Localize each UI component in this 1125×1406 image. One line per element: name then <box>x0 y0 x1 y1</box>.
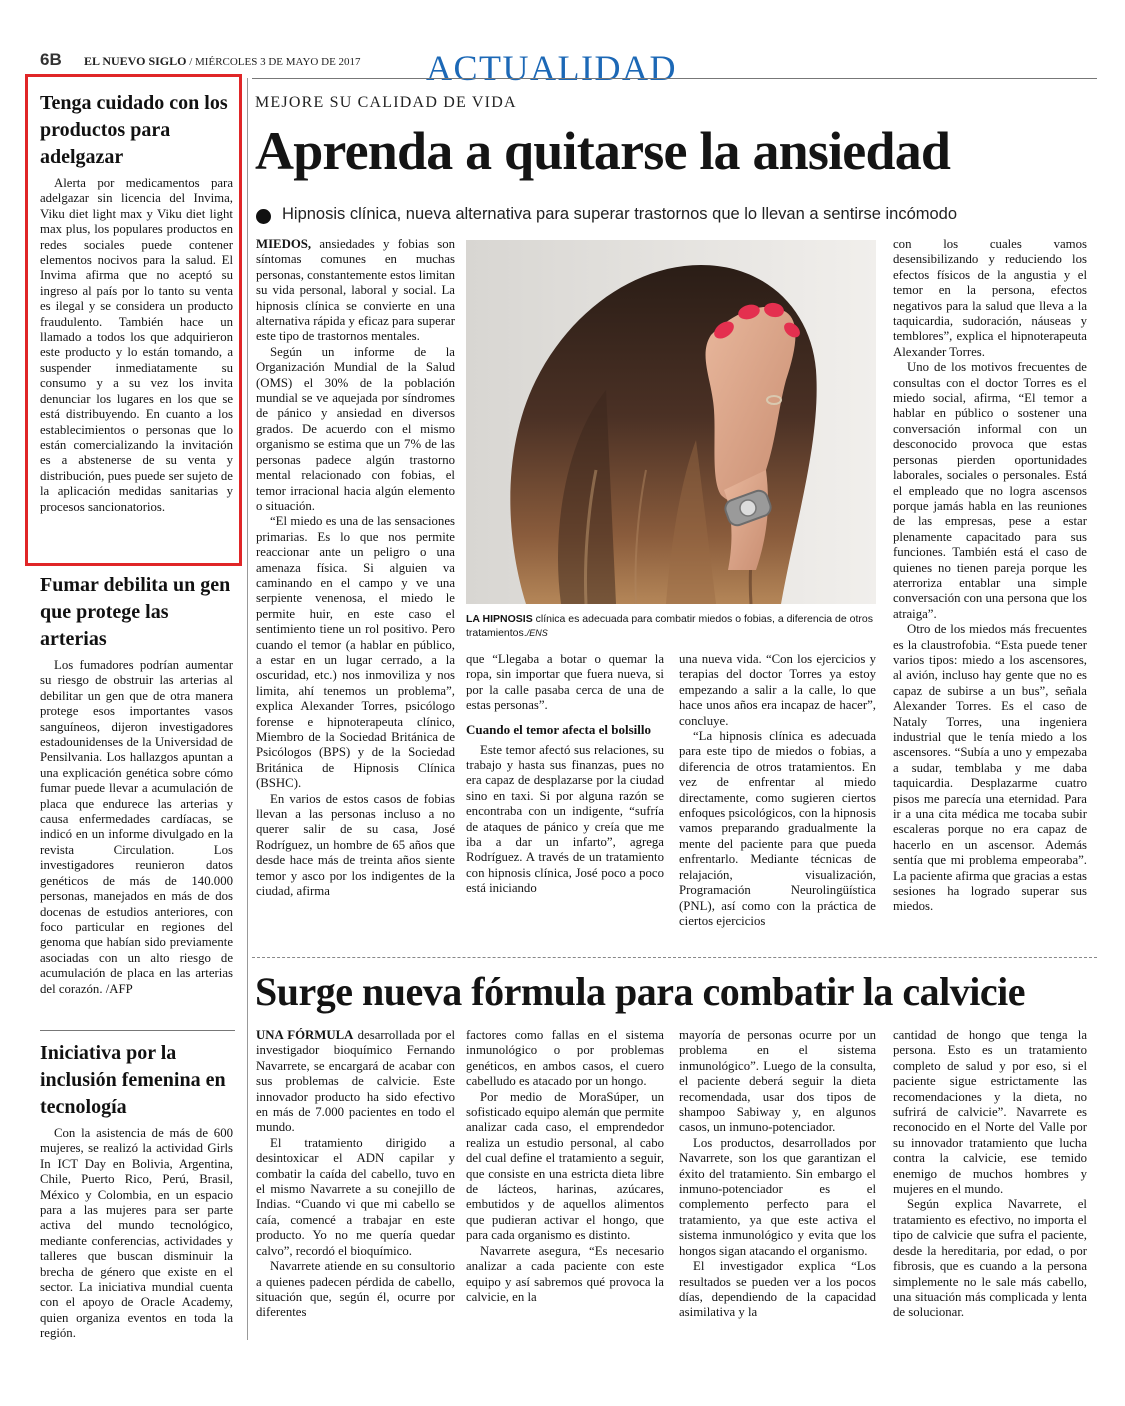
paragraph: Según un informe de la Organización Mundial de la Salud (OMS) el 30% de la población mundial se ve aquejada por síndromes de pánico y ansiedad en diversos grados. De acuerdo con el mismo organismo se estima que un 7% de las personas padece algún trastorno mental relacionado con fobias, el temor irracional hacia algún elemento o situación. <box>256 344 455 513</box>
paragraph: Los fumadores podrían aumentar su riesgo de obstruir las arterias al debilitar un gen que de otra manera protege esos importantes vasos sanguíneos, dijeron investigadores estadounidenses de la Universidad de Pensilvania. Los hallazgos apuntan a una explicación genética sobre cómo fumar puede llevar a acumulación de placa que endurece las arterias y causa enfermedades cardíacas, se indicó en un informe divulgado en la revista Circulation. Los investigadores reunieron datos genéticos de más de 140.000 personas, manejados en más de dos docenas de estudios anteriores, con foco particular en regiones del genoma que habían sido previamente asociadas con un alto riesgo de acumulación de placa en las arterias del corazón. /AFP <box>40 658 233 996</box>
masthead <box>84 54 361 69</box>
article1-column-2 <box>466 652 664 897</box>
newspaper-name: EL NUEVO SIGLO <box>84 54 187 68</box>
sidebar-story1-title: Tenga cuidado con los productos para adelgazar <box>40 92 228 168</box>
sidebar-divider <box>247 78 248 1340</box>
paragraph: factores como fallas en el sistema inmunológico o por problemas genéticos, en ambos casos, el cuero cabelludo es atacado por un hongo. <box>466 1028 664 1089</box>
bullet-icon <box>256 209 271 224</box>
paragraph: Navarrete asegura, “Es necesario analizar a cada paciente con este equipo y así sabremos qué provoca la calvicie, en la <box>466 1243 664 1304</box>
paragraph: mayoría de personas ocurre por un problema en el sistema inmunológico”. Luego de la consulta, el paciente deberá seguir la dieta recomendada, usar dos tipos de shampoo Sabiway y, en algunos casos, un inmuno-potenciador. <box>679 1028 876 1135</box>
paragraph: Navarrete atiende en su consultorio a quienes padecen pérdida de cabello, situación que, según él, ocurre por diferentes <box>256 1259 455 1320</box>
page-number: 6B <box>40 50 62 69</box>
article-photo <box>466 240 876 604</box>
paragraph: Este temor afectó sus relaciones, su trabajo y hasta sus finanzas, pues no era capaz de desplazarse por la ciudad sino en taxi. Si por alguna razón se encontraba con un indigente, “sufría de ataques de pánico y creía que me iba a dar un infarto”, agrega Rodríguez. A través de un tratamiento con hipnosis clínica, José poco a poco está iniciando <box>466 742 664 896</box>
sidebar-story2-title: Fumar debilita un gen que protege las arterias <box>40 574 231 650</box>
paragraph: El investigador explica “Los resultados se pueden ver a los pocos días, dependiendo de la capacidad asimilativa y la <box>679 1259 876 1320</box>
article1-headline: Aprenda a quitarse la ansiedad <box>255 121 951 181</box>
article1-crosshead: Cuando el temor afecta el bolsillo <box>466 721 651 737</box>
article1-subhead: Hipnosis clínica, nueva alternativa para superar trastornos que lo llevan a sentirse incómodo <box>282 205 958 223</box>
caption-credit: /ENS <box>526 628 548 638</box>
paragraph: cantidad de hongo que tenga la persona. Esto es un tratamiento completo de salud y por eso, si el paciente sigue estrictamente las recomendaciones y la dieta, no sufrirá de calvicie”. Navarrete es reconocido en el Norte del Valle por su innovador tratamiento que lucha contra la calvicie, ese temido enemigo de muchos hombres y mujeres en el mundo. <box>893 1028 1087 1197</box>
paragraph <box>256 237 455 345</box>
paragraph: En varios de estos casos de fobias llevan a las personas incluso a no querer salir de su casa, José Rodríguez, un hombre de 65 años que desde hace más de treinta años siente temor y asco por los indigentes de la ciudad, afirma <box>256 791 455 899</box>
paragraph: Otro de los miedos más frecuentes es la claustrofobia. “Esta puede tener varios tipos: miedo a los ascensores, al avión, incluso hay gente que no es capaz de subirse a un bus”, señala Alexander Torres. Es el caso de Nataly Torres, una ingeniera industrial que le tenía miedo a los ascensores. “Subía a uno y empezaba a sudar, temblaba y me daba taquicardia. Desplazarme cuatro pisos me parecía una eternidad. Para ir a una cita médica me tocaba subir escaleras porque no era capaz de hacerlo en un ascensor. Además sentía que mi problema empeoraba”. La paciente afirma que gracias a estas sesiones ha logrado superar sus miedos. <box>893 622 1087 914</box>
paragraph: Con la asistencia de más de 600 mujeres, se realizó la actividad Girls In ICT Day en Bolivia, Argentina, Chile, Puerto Rico, Perú, Brasil, México y Colombia, en un espacio para a las mujeres para ser parte activa del mundo tecnológico, mediante conferencias, actividades y talleres que buscan disminuir la brecha de género que existe en el sector. La iniciativa mundial cuenta con el apoyo de Oracle Academy, quien organiza eventos en toda la región. <box>40 1126 233 1341</box>
lead-word: MIEDOS, <box>256 237 312 251</box>
article1-kicker: MEJORE SU CALIDAD DE VIDA <box>255 94 517 111</box>
paragraph: Según explica Navarrete, el tratamiento es efectivo, no importa el tipo de calvicie que sufra el paciente, desde la hereditaria, por edad, o por fibrosis, que es cuando a la persona simplemente no le sale más cabello, una situación más complicada y lenta de solucionar. <box>893 1197 1087 1320</box>
article2-column-2 <box>466 1028 664 1305</box>
paragraph-text: ansiedades y fobias son síntomas comunes en muchas personas, constantemente estos limitan su vida personal, laboral y social. La hipnosis clínica se convierte en una alternativa rápida y eficaz para superar este tipo de trastornos mentales. <box>256 237 456 344</box>
paragraph: una nueva vida. “Con los ejercicios y terapias del doctor Torres ya estoy empezando a salir a la calle, lo que hace unos años era incapaz de hacer”, concluye. <box>679 652 876 728</box>
woman-covering-face-photo <box>466 240 876 604</box>
caption-text: clínica es adecuada para combatir miedos o fobias, a diferencia de otros tratamientos. <box>466 613 873 639</box>
article2-column-1 <box>256 1028 455 1321</box>
paragraph: Por medio de MoraSúper, un sofisticado equipo alemán que permite analizar cada caso, el emprendedor realiza un estudio personal, al cabo del cual define el tratamiento a seguir, que consiste en una estricta dieta libre de lácteos, harinas, azúcares, embutidos y de aquellos alimentos que pudieran activar el hongo, que para cada organismo es distinto. <box>466 1089 664 1243</box>
sidebar-story1-body <box>40 176 233 515</box>
sidebar-rule <box>40 1030 235 1031</box>
article1-column-4 <box>893 237 1087 915</box>
section-title: ACTUALIDAD <box>426 48 677 88</box>
article1-column-1 <box>256 237 455 899</box>
sidebar-story3-body <box>40 1126 233 1342</box>
article-divider <box>252 957 1097 958</box>
article1-column-3 <box>679 652 876 929</box>
caption-lead: LA HIPNOSIS <box>466 613 533 625</box>
article2-headline: Surge nueva fórmula para combatir la calvicie <box>255 969 1025 1014</box>
paragraph: Los productos, desarrollados por Navarrete, son los que garantizan el éxito del tratamiento. Sin embargo el inmuno-potenciador es el complemento perfecto para el tratamiento, ya que este activa el sistema inmunológico y evita que los hongos sigan atacando el organismo. <box>679 1135 876 1258</box>
photo-caption <box>466 612 876 640</box>
lead-word: UNA FÓRMULA <box>256 1028 354 1042</box>
sidebar-story3-title: Iniciativa por la inclusión femenina en tecnología <box>40 1042 226 1118</box>
paragraph-text: desarrollada por el investigador bioquímico Fernando Navarrete, se encargará de acabar con sus problemas de calvicie. Este innovador producto ha sido efectivo en más de 7.000 pacientes en todo el mundo. <box>256 1028 455 1135</box>
issue-date: / MIÉRCOLES 3 DE MAYO DE 2017 <box>189 56 361 68</box>
paragraph: Alerta por medicamentos para adelgazar sin licencia del Invima, Viku diet light max y Viku diet light max plus, los populares productos en redes sociales puede contener elementos nocivos para la salud. El Invima afirma que no aceptó su ingreso al país por lo tanto su venta es ilegal y se considera un producto fraudulento. También hace un llamado a todos los que adquirieron este producto y lo están tomando, a suspender inmediatamente su consumo y a su vez los invita denunciar los lugares en los que se está distribuyendo. En cuanto a los establecimientos o personas que lo están comercializando la invitación es a abstenerse de su venta y distribución, pues puede ser sujeto de la aplicación medidas sanitarias y procesos sancionatorios. <box>40 176 233 514</box>
sidebar-story2-body <box>40 658 233 997</box>
paragraph <box>256 1028 455 1136</box>
paragraph: El tratamiento dirigido a desintoxicar el ADN capilar y combatir la caída del cabello, tuvo en el mismo Navarrete a su conejillo de Indias. “Cuando vi que mi cabello se caía, comencé a trabajar en este producto. Yo no me quería quedar calvo”, recordó el bioquímico. <box>256 1135 455 1258</box>
paragraph: con los cuales vamos desensibilizando y reduciendo los efectos físicos de la angustia y el temor en la persona, efectos negativos para la salud que lleva a la taquicardia, sudoración, náuseas y temblores”, explica el hipnoterapeuta Alexander Torres. <box>893 237 1087 359</box>
paragraph: Uno de los motivos frecuentes de consultas con el doctor Torres es el miedo social, afirma, “El temor a hablar en público o sostener una conversación informal con un desconocido provoca que estas personas pierden oportunidades laborales, sociales o personales. Está el empleado que no logra ascensos porque jamás habla en las reuniones de las empresas, pese a estar plenamente capacitado para sus funciones. También está el caso de quienes no tienen pareja porque les aterroriza entablar una simple conversación con una persona que los atraiga”. <box>893 360 1087 621</box>
section-rule <box>252 78 1097 79</box>
paragraph: que “Llegaba a botar o quemar la ropa, sin importar que fuera nueva, si por la calle pasaba cerca de una de estas personas”. <box>466 652 664 713</box>
article2-column-4 <box>893 1028 1087 1321</box>
article2-column-3 <box>679 1028 876 1321</box>
paragraph: “El miedo es una de las sensaciones primarias. Es lo que nos permite reaccionar ante un peligro o una amenaza física. Si alguien va caminando en el campo y ve una serpiente venenosa, el miedo le permite huir, en este caso el sentimiento tiene un rol positivo. Pero cuando el temor (a hablar en público, a estar en un lugar cerrado, a la oscuridad, etc.) nos inmoviliza y nos limita, ahí tenemos un problema”, explica Alexander Torres, psicólogo forense e hipnoterapeuta clínico, Miembro de la Sociedad Británica de Psicólogos (BPS) y de la Sociedad Británica de Hipnosis Clínica (BSHC). <box>256 514 455 791</box>
paragraph: “La hipnosis clínica es adecuada para este tipo de miedos o fobias, a diferencia de otros tratamientos. En vez de enfrentar al miedo directamente, como sugieren ciertos enfoques psicológicos, con la hipnosis vamos preparando gradualmente la mente del paciente para que pueda enfrentarlo. Mediante técnicas de relajación, visualización, Programación Neurolingüística (PNL), así como con la práctica de ciertos ejercicios <box>679 729 876 928</box>
